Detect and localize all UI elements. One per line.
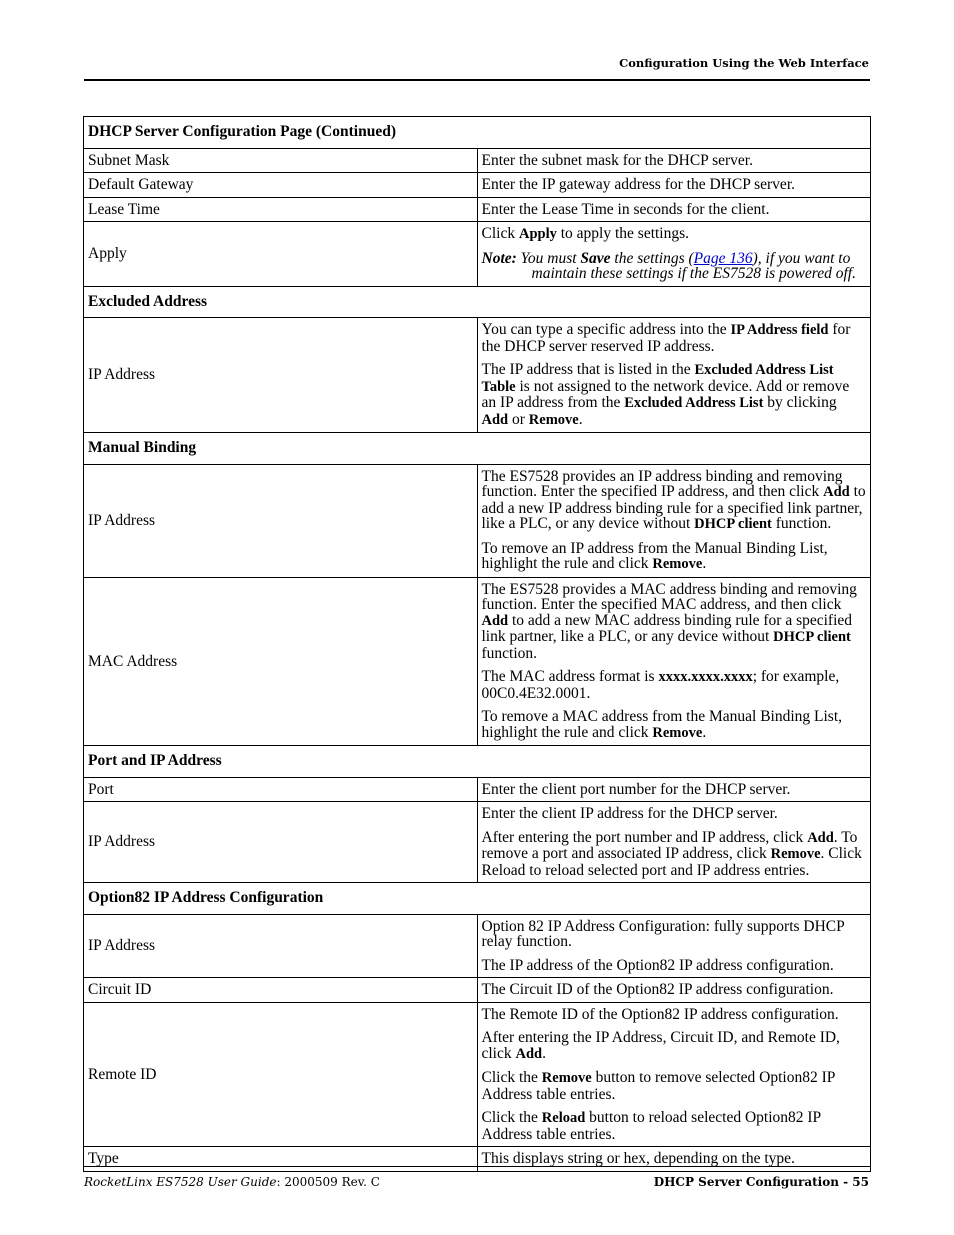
row-desc xyxy=(477,464,871,577)
row-desc xyxy=(477,222,871,287)
row-label: Remote ID xyxy=(84,1002,478,1147)
desc-paragraph: The IP address of the Option82 IP address configuration. xyxy=(481,956,834,974)
row-label: Default Gateway xyxy=(84,173,478,198)
row-label: Apply xyxy=(84,222,478,287)
row-desc: Enter the client port number for the DHCP server. xyxy=(477,777,871,802)
row-desc: Enter the subnet mask for the DHCP server. xyxy=(477,148,871,173)
row-label: IP Address xyxy=(84,318,478,433)
desc-paragraph: Option 82 IP Address Configuration: fully supports DHCP relay function. xyxy=(481,917,845,950)
row-desc: Enter the IP gateway address for the DHCP server. xyxy=(477,173,871,198)
row-desc xyxy=(477,802,871,883)
row-label: MAC Address xyxy=(84,577,478,746)
page-link[interactable]: Page 136 xyxy=(693,249,753,267)
table-row xyxy=(84,577,871,746)
footer-page: DHCP Server Configuration - 55 xyxy=(653,1175,869,1189)
desc-paragraph: Click the Remove button to remove selected Option82 IP Address table entries. xyxy=(481,1069,835,1103)
table-row xyxy=(84,802,871,883)
desc-paragraph: After entering the port number and IP address, click Add. To remove a port and associated IP address, click Remove. Click Reload to reload selected port and IP address entries. xyxy=(481,828,862,879)
footer-product: RocketLinx ES7528 User Guide xyxy=(84,1175,277,1189)
desc-paragraph: To remove an IP address from the Manual Binding List, highlight the rule and click Remove. xyxy=(481,539,828,572)
desc-paragraph: The ES7528 provides a MAC address binding and removing function. Enter the specified MAC address, and then click Add to add a new MAC address binding rule for a specified link partner, like a PLC, or any device without DHCP client function. xyxy=(481,580,857,662)
desc-paragraph: The ES7528 provides an IP address binding and removing function. Enter the specified IP address, and then click Add to add a new IP address binding rule for a specified link partner, like a PLC, or any device without DHCP client function. xyxy=(481,467,866,532)
footer-rule xyxy=(84,1166,870,1167)
table-row xyxy=(84,914,871,978)
desc-paragraph: The Remote ID of the Option82 IP address configuration. xyxy=(481,1005,839,1023)
footer-doc-number: : 2000509 Rev. C xyxy=(276,1175,380,1189)
desc-paragraph: Click Apply to apply the settings. xyxy=(481,225,690,242)
desc-paragraph: To remove a MAC address from the Manual Binding List, highlight the rule and click Remove. xyxy=(481,708,843,741)
row-desc xyxy=(477,914,871,978)
table-row xyxy=(84,777,871,802)
row-label: Subnet Mask xyxy=(84,148,478,173)
running-header: Configuration Using the Web Interface xyxy=(619,56,869,70)
desc-paragraph: The MAC address format is xxxx.xxxx.xxxx; for example, 00C0.4E32.0001. xyxy=(481,668,840,702)
table-row xyxy=(84,197,871,222)
row-label: IP Address xyxy=(84,914,478,978)
row-label: Type xyxy=(84,1147,478,1172)
desc-paragraph: After entering the IP Address, Circuit ID, and Remote ID, click Add. xyxy=(481,1029,840,1062)
section-row xyxy=(84,286,871,318)
row-desc xyxy=(477,1002,871,1147)
desc-paragraph: The IP address that is listed in the Excluded Address List Table is not assigned to the network device. Add or remove an IP address from the Excluded Address List by clicking Add or Remove. xyxy=(481,361,850,428)
desc-paragraph: You can type a specific address into the IP Address field for the DHCP server reserved IP address. xyxy=(481,321,851,355)
table-row xyxy=(84,148,871,173)
row-desc: Enter the Lease Time in seconds for the client. xyxy=(477,197,871,222)
desc-paragraph: Click the Reload button to reload selected Option82 IP Address table entries. xyxy=(481,1109,821,1143)
row-label: Lease Time xyxy=(84,197,478,222)
dhcp-config-table xyxy=(83,116,871,1172)
row-label: Port xyxy=(84,777,478,802)
table-row xyxy=(84,318,871,433)
section-heading: Port and IP Address xyxy=(84,746,871,778)
table-row xyxy=(84,222,871,287)
row-desc: The Circuit ID of the Option82 IP address configuration. xyxy=(477,978,871,1003)
row-label: IP Address xyxy=(84,464,478,577)
section-heading: Option82 IP Address Configuration xyxy=(84,883,871,915)
section-heading: Manual Binding xyxy=(84,433,871,465)
section-heading: Excluded Address xyxy=(84,286,871,318)
section-row xyxy=(84,746,871,778)
row-desc: This displays string or hex, depending on the type. xyxy=(477,1147,871,1172)
table-row xyxy=(84,1147,871,1172)
desc-paragraph: Enter the client IP address for the DHCP server. xyxy=(481,805,778,822)
note-paragraph: Note: You must Save the settings (Page 136), if you want to maintain these settings if the ES7528 is powered off. xyxy=(481,249,856,282)
table-row xyxy=(84,173,871,198)
section-row xyxy=(84,883,871,915)
table-row xyxy=(84,1002,871,1147)
row-label: Circuit ID xyxy=(84,978,478,1003)
section-row xyxy=(84,433,871,465)
table-title: DHCP Server Configuration Page (Continued) xyxy=(84,117,871,149)
footer-doc-info xyxy=(84,1175,380,1189)
table-title-row xyxy=(84,117,871,149)
row-desc xyxy=(477,318,871,433)
row-desc xyxy=(477,577,871,746)
header-rule xyxy=(84,79,870,81)
table-row xyxy=(84,978,871,1003)
row-label: IP Address xyxy=(84,802,478,883)
table-row xyxy=(84,464,871,577)
